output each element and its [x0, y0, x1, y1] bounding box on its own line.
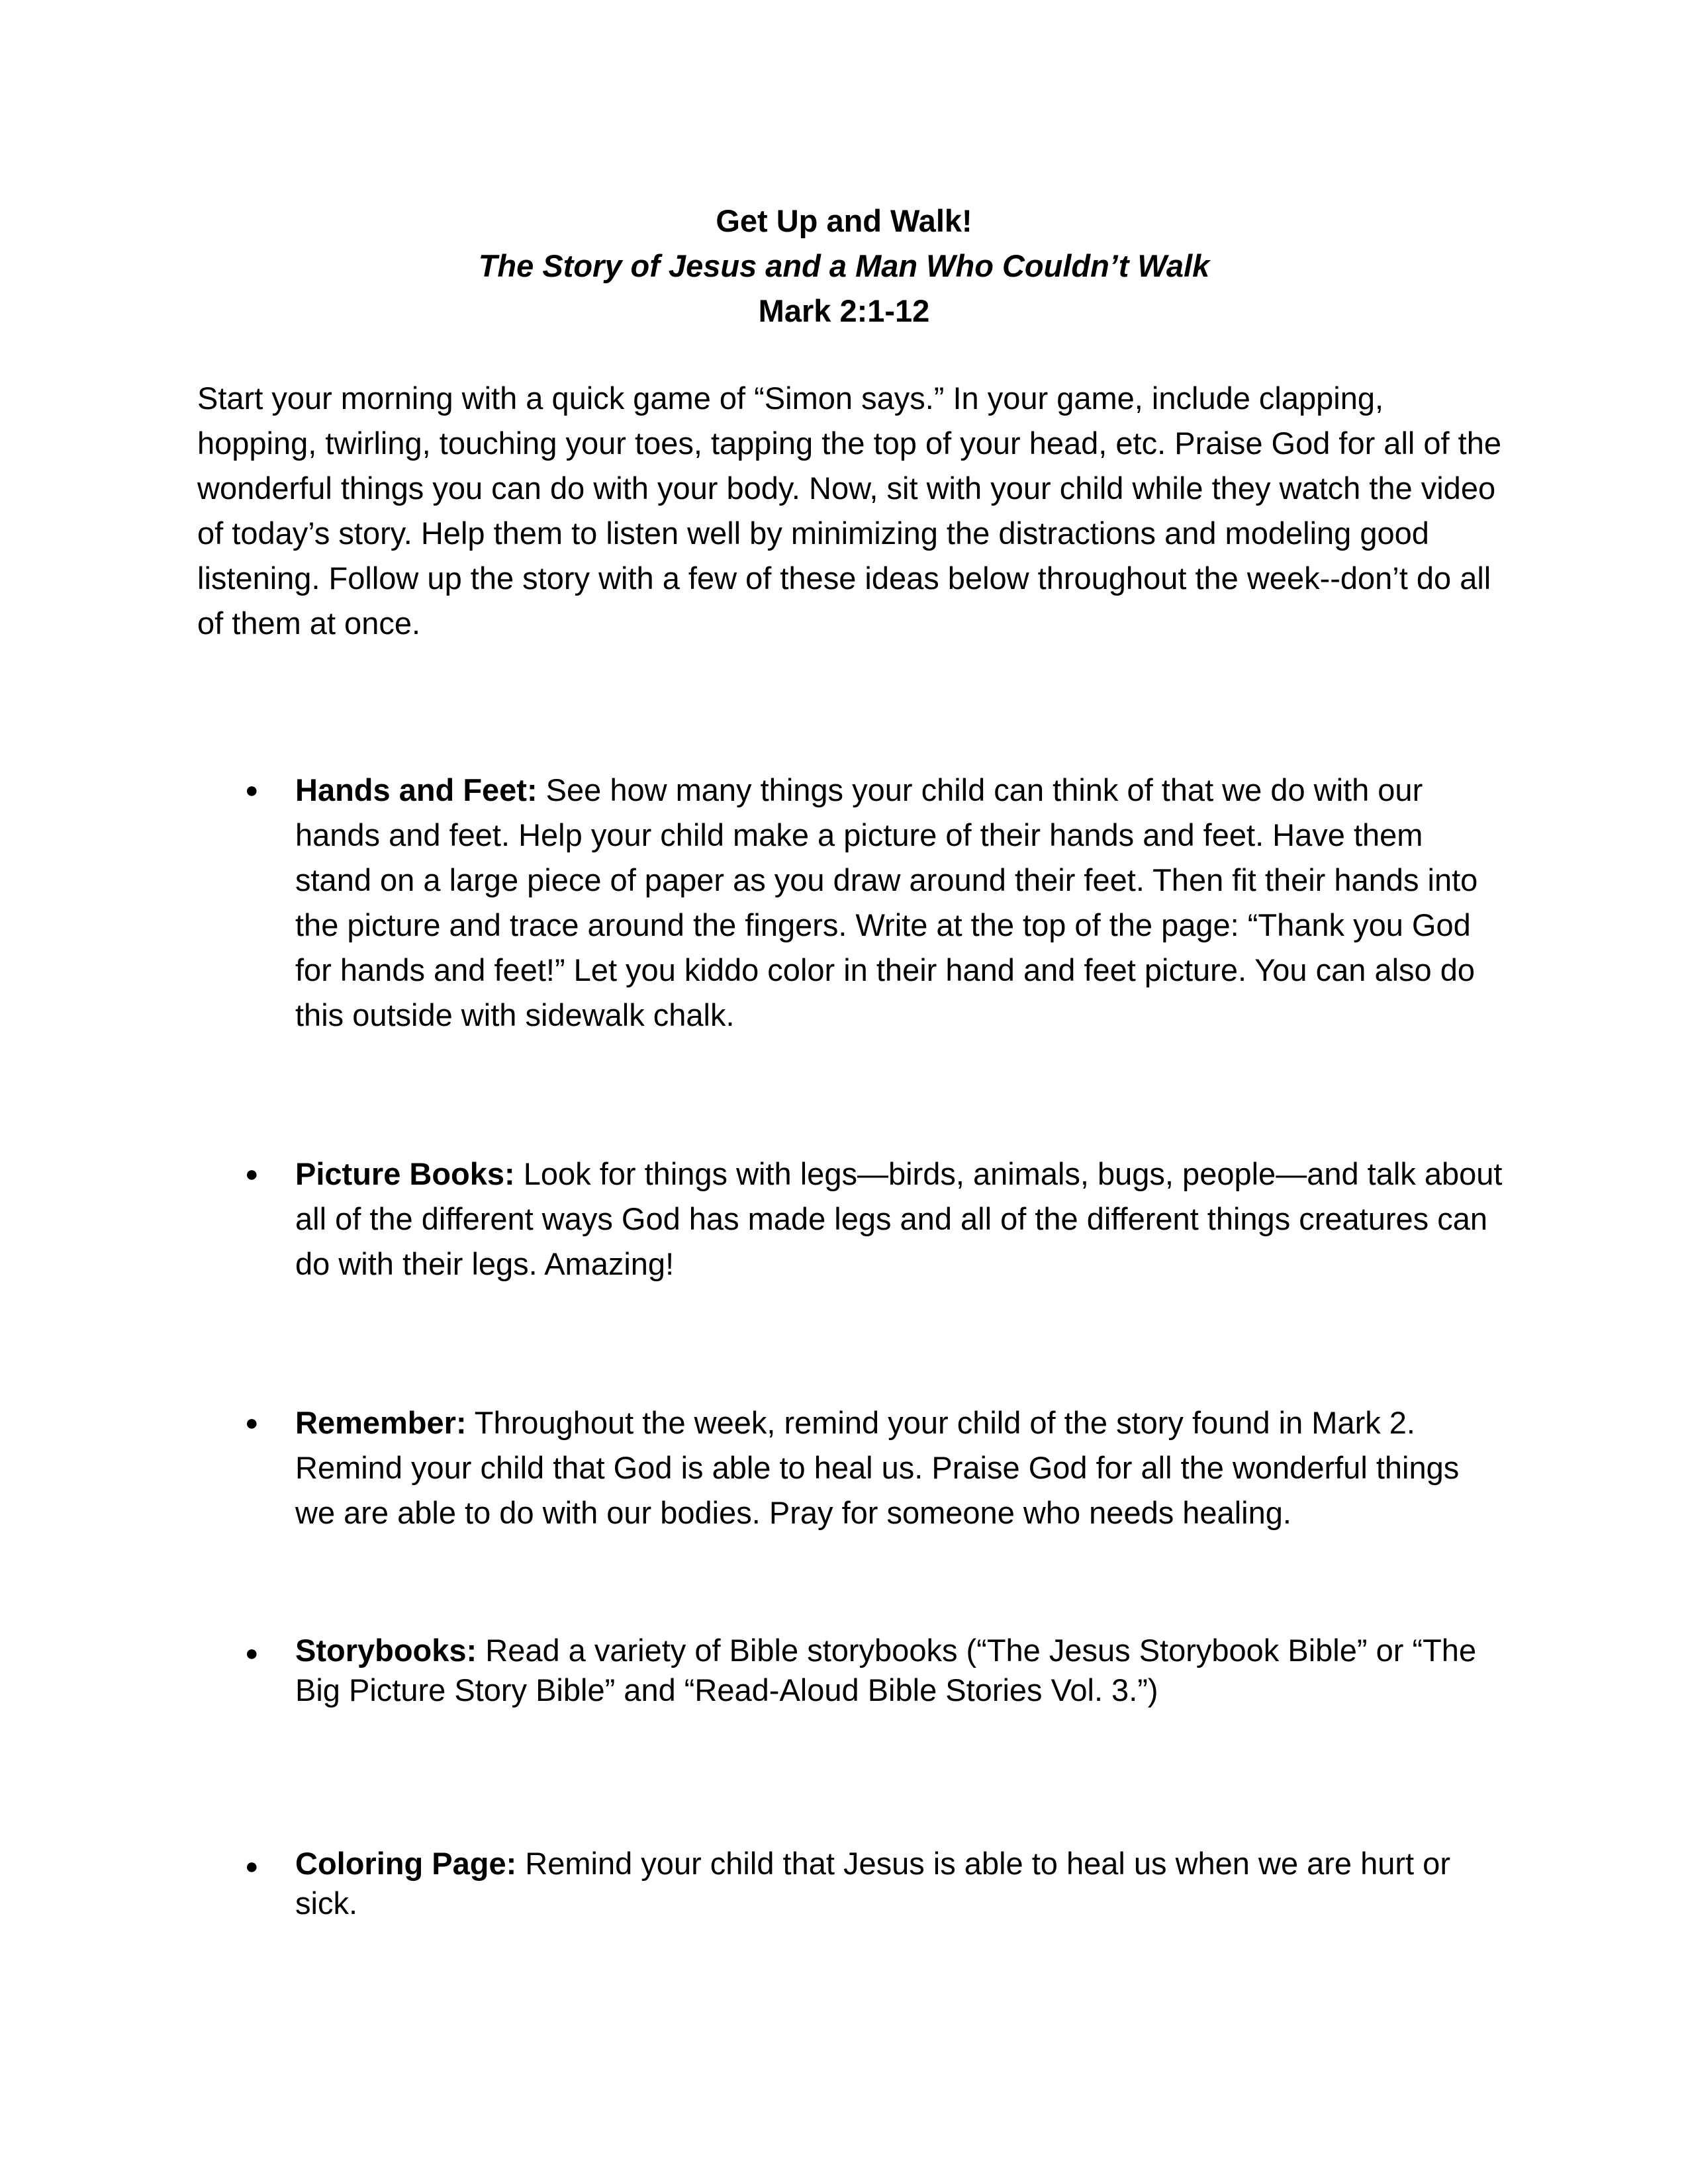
list-item-label: Coloring Page: — [295, 1846, 517, 1881]
scripture-reference: Mark 2:1-12 — [758, 293, 930, 328]
list-item-body — [295, 768, 1507, 1038]
list-item-body — [295, 1844, 1507, 1923]
bullet-icon: ● — [245, 1410, 259, 1435]
intro-paragraph: Start your morning with a quick game of “Simon says.” In your game, include clapping, hopping, twirling, touching your toes, tapping the top of your head, etc. Praise God for all of the wonderful things you can do with your body. Now, sit with your child while they watch the video of today’s story. Help them to listen well by minimizing the distractions and modeling good listening. Follow up the story with a few of these ideas below throughout the week--don’t do all of them at once. — [197, 381, 1501, 641]
bullet-icon: ● — [245, 1641, 259, 1666]
list-item-text: See how many things your child can think of that we do with our hands and feet. Help your child make a picture of their hands and feet. Have them stand on a large piece of paper as you draw around their feet. Then fit their hands into the picture and trace around the fingers. Write at the top of the page: “Thank you God for hands and feet!” Let you kiddo color in their hand and feet picture. You can also do this outside with sidewalk chalk. — [295, 772, 1478, 1032]
document-subtitle: The Story of Jesus and a Man Who Couldn’t Walk — [478, 248, 1210, 283]
document-header — [0, 199, 1688, 334]
list-item-label: Storybooks: — [295, 1633, 477, 1668]
bullet-icon: ● — [245, 1161, 259, 1187]
list-item-text: Look for things with legs—birds, animals, bugs, people—and talk about all of the different ways God has made legs and all of the different things creatures can do with their legs. Amazing! — [295, 1156, 1503, 1281]
list-item-body — [295, 1152, 1507, 1287]
bullet-icon: ● — [245, 1854, 259, 1879]
list-item-body — [295, 1631, 1507, 1710]
list-item-label: Hands and Feet: — [295, 772, 538, 807]
list-item-text: Read a variety of Bible storybooks (“The Jesus Storybook Bible” or “The Big Picture Story Bible” and “Read-Aloud Bible Stories Vol. 3.”) — [295, 1633, 1477, 1707]
list-item-label: Picture Books: — [295, 1156, 515, 1191]
list-item-text: Throughout the week, remind your child of the story found in Mark 2. Remind your child that God is able to heal us. Praise God for all the wonderful things we are able to do with our bodies. Pray for someone who needs healing. — [295, 1405, 1460, 1530]
list-item-label: Remember: — [295, 1405, 467, 1440]
list-item-text: Remind your child that Jesus is able to heal us when we are hurt or sick. — [295, 1846, 1450, 1921]
bullet-icon: ● — [245, 778, 259, 803]
document-title: Get Up and Walk! — [716, 203, 972, 238]
list-item-body — [295, 1400, 1507, 1535]
